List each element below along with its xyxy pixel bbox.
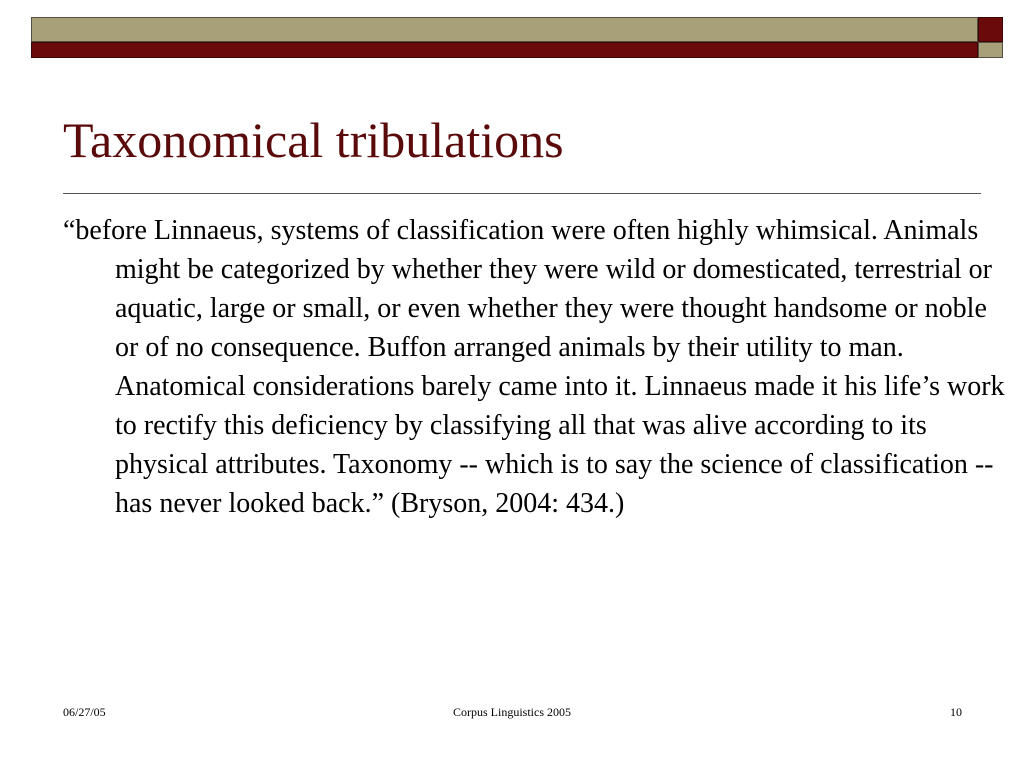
corner-olive-square (978, 42, 1003, 58)
title-divider (63, 193, 981, 194)
slide-title: Taxonomical tribulations (63, 112, 564, 168)
header-olive-bar (31, 17, 978, 42)
footer-slide-number: 10 (950, 705, 962, 719)
quote-paragraph: “before Linnaeus, systems of classification were often highly whimsical. Animals might be categorized by whether they were wild or domesticated, terrestrial or aquatic, large or small, or even whether they were thought handsome or noble or of no consequence. Buffon arranged animals by their utility to man. Anatomical considerations barely came into it. Linnaeus made it his life’s work to rectify this deficiency by classifying all that was alive according to its physical attributes. Taxonomy -- which is to say the science of classification -- has never looked back.” (Bryson, 2004: 434.) (63, 215, 1005, 519)
header-maroon-bar (31, 42, 978, 58)
footer-date: 06/27/05 (63, 705, 106, 719)
corner-maroon-square (978, 17, 1003, 42)
footer-presentation-name: Corpus Linguistics 2005 (452, 705, 571, 719)
